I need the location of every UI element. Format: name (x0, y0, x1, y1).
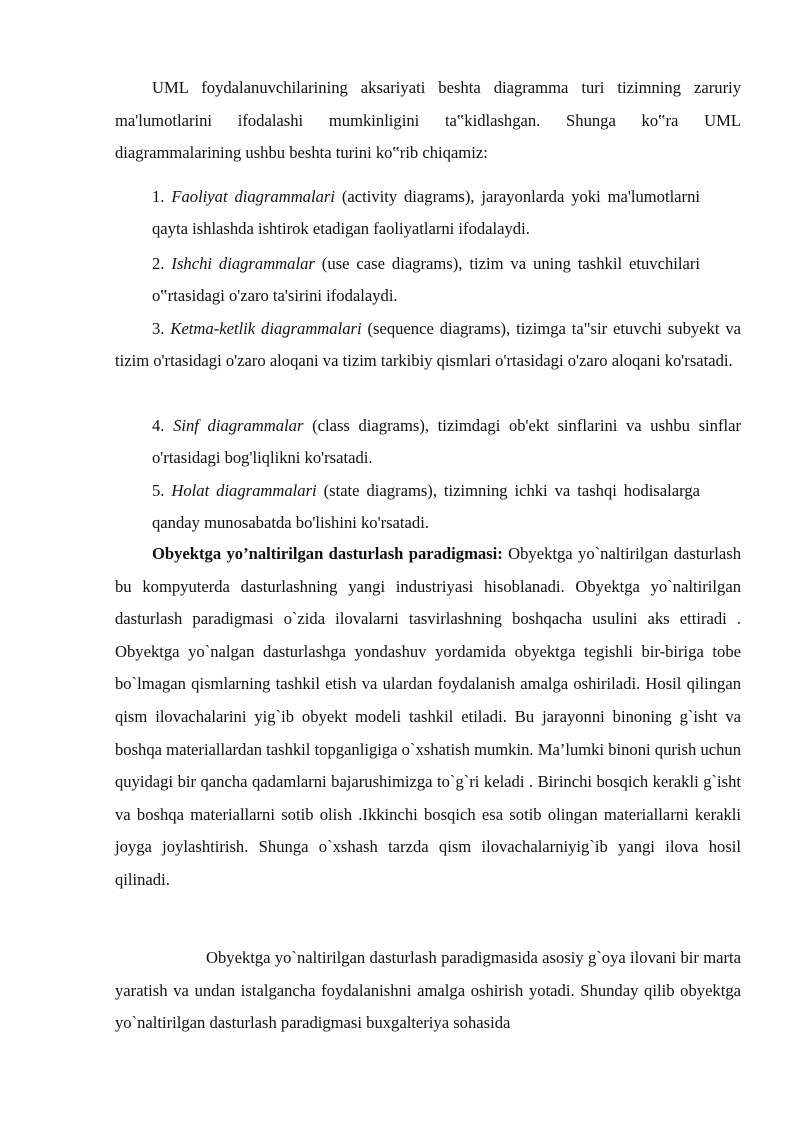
list-term: Sinf diagrammalar (173, 416, 304, 435)
list-item-class (152, 410, 741, 473)
section-text: Obyektga yo`naltirilgan dasturlash bu kompyuterda dasturlashning yangi industriyasi hisoblanadi. Obyektga yo`naltirilgan dasturlash paradigmasi o`zida ilovalarni tasvirlashning boshqacha usulini aks ettiradi . Obyektga yo`nalgan dasturlashga yondashuv yordamida obyektga tegishli bir-biriga tobe bo`lmagan qismlarning tashkil etish va ulardan foydalanish amalga oshiriladi. Hosil qilingan qism ilovachalarini yig`ib obyekt modeli tashkil etiladi. Bu jarayonni binoning g`isht va boshqa materiallardan tashkil topganligiga o`xshatish mumkin. Ma’lumki binoni qurish uchun quyidagi bir qancha qadamlarni bajarushimizga to`g`ri keladi . Birinchi bosqich kerakli g`isht va boshqa materiallarni sotib olish .Ikkinchi bosqich esa sotib olingan materiallarni kerakli joyga joylashtirish. Shunga o`xshash tarzda qism ilovachalarniyig`ib yangi ilova hosil qilinadi. (115, 544, 741, 889)
list-number: 1. (152, 187, 165, 206)
list-term: Ketma-ketlik diagrammalari (170, 319, 362, 338)
list-description: (class diagrams), tizimdagi ob'ekt sinflarini va ushbu sinflar o'rtasidagi bog'liqlikni ko'rsatadi. (152, 416, 741, 467)
oop-paragraph (115, 538, 741, 897)
list-number: 3. (152, 319, 165, 338)
list-term: Holat diagrammalari (171, 481, 317, 500)
list-number: 4. (152, 416, 165, 435)
list-term: Ishchi diagrammalar (171, 254, 315, 273)
list-item-use-case (152, 248, 700, 311)
intro-paragraph: UML foydalanuvchilarining aksariyati beshta diagramma turi tizimning zaruriy ma'lumotlarini ifodalashi mumkinligini ta‟kidlashgan. Shunga ko‟ra UML diagrammalarining ushbu beshta turini ko‟rib chiqamiz: (115, 78, 741, 163)
list-description: (state diagrams), tizimning ichki va tashqi hodisalarga qanday munosabatda bo'lishini ko'rsatadi. (152, 481, 700, 532)
list-item-sequence (115, 313, 741, 376)
list-number: 2. (152, 254, 165, 273)
list-description: (activity diagrams), jarayonlarda yoki ma'lumotlarni qayta ishlashda ishtirok etadigan faoliyatlarni ifodalaydi. (152, 187, 700, 238)
final-paragraph: Obyektga yo`naltirilgan dasturlash paradigmasida asosiy g`oya ilovani bir marta yaratish va undan istalgancha foydalanishni amalga oshirish yotadi. Shunday qilib obyektga yo`naltirilgan dasturlash paradigmasi buxgalteriya sohasida (115, 948, 741, 1033)
list-number: 5. (152, 481, 165, 500)
list-description: (use case diagrams), tizim va uning tashkil etuvchilari o‟rtasidagi o'zaro ta'sirini ifodalaydi. (152, 254, 700, 305)
list-term: Faoliyat diagrammalari (171, 187, 335, 206)
list-item-activity (152, 181, 700, 244)
section-heading: Obyektga yo’naltirilgan dasturlash paradigmasi: (152, 544, 503, 563)
list-item-state (152, 475, 700, 538)
list-description: (sequence diagrams), tizimga ta"sir etuvchi subyekt va tizim o'rtasidagi o'zaro aloqani va tizim tarkibiy qismlari o'rtasidagi o'zaro aloqani ko'rsatadi. (115, 319, 742, 370)
